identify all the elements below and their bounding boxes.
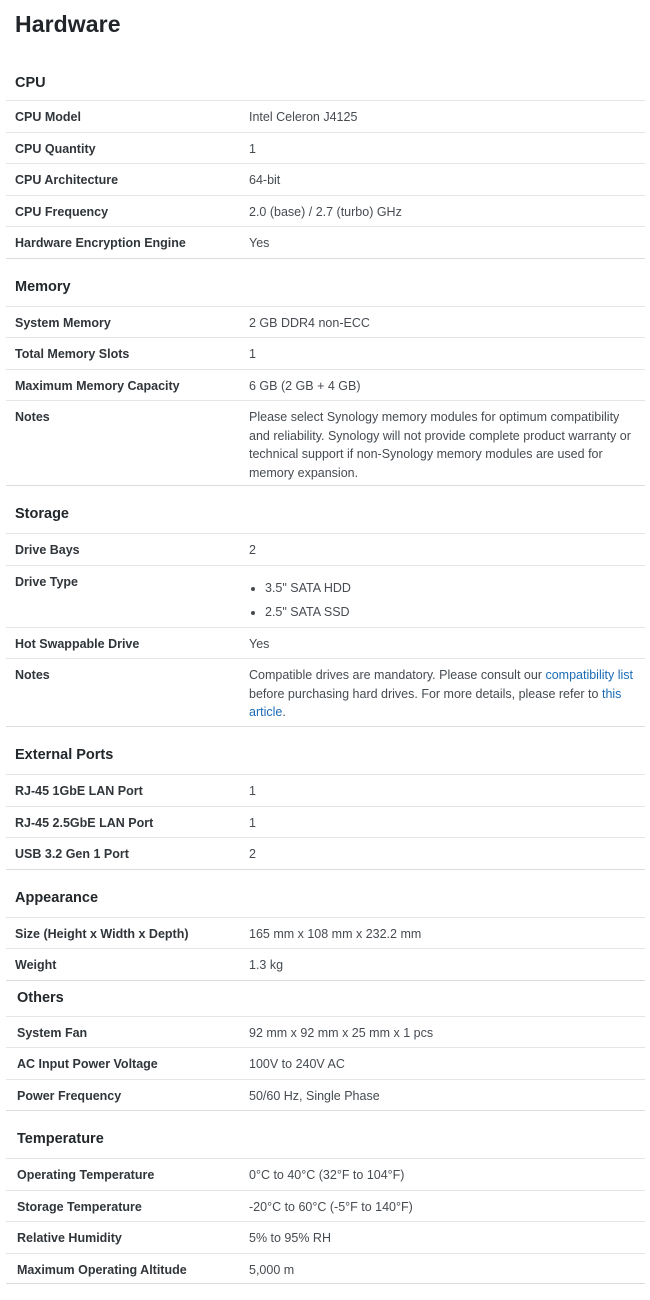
spec-row-system-fan (6, 1016, 645, 1048)
spec-value: 165 mm x 108 mm x 232.2 mm (249, 926, 422, 941)
spec-key: System Fan (17, 1025, 88, 1040)
spec-row-total-memory-slots (6, 337, 645, 369)
spec-value: 1 (249, 784, 256, 798)
spec-key: Notes (15, 410, 50, 424)
spec-value: 92 mm x 92 mm x 25 mm x 1 pcs (249, 1025, 434, 1040)
spec-key: Power Frequency (17, 1088, 122, 1103)
spec-value: 2 GB DDR4 non-ECC (249, 315, 370, 330)
spec-value: 64-bit (249, 173, 281, 187)
spec-key: CPU Model (15, 110, 81, 124)
spec-value: Yes (249, 236, 270, 250)
spec-value: 0°C to 40°C (32°F to 104°F) (249, 1168, 405, 1182)
spec-row-usb-port (6, 837, 645, 869)
spec-value (249, 566, 645, 627)
spec-row-memory-notes (6, 400, 645, 485)
spec-key: AC Input Power Voltage (17, 1057, 158, 1071)
spec-row-ac-voltage (6, 1047, 645, 1079)
spec-key: Maximum Memory Capacity (15, 378, 180, 393)
spec-key: Hardware Encryption Engine (15, 236, 186, 250)
spec-value: 1 (249, 347, 256, 361)
spec-row-max-altitude (6, 1253, 645, 1285)
spec-row-relative-humidity (6, 1221, 645, 1253)
spec-key: Size (Height x Width x Depth) (15, 926, 189, 941)
spec-key: CPU Architecture (15, 173, 119, 187)
spec-key: Maximum Operating Altitude (17, 1262, 187, 1277)
spec-row-drive-type (6, 565, 645, 627)
spec-row-cpu-quantity (6, 132, 645, 164)
spec-row-drive-bays (6, 533, 645, 565)
spec-row-weight (6, 948, 645, 980)
spec-key: CPU Quantity (15, 141, 96, 156)
spec-value: 6 GB (2 GB + 4 GB) (249, 378, 361, 393)
spec-key: Hot Swappable Drive (15, 636, 140, 651)
spec-value (249, 659, 645, 726)
others-spec-table (6, 1016, 645, 1111)
section-heading-memory: Memory (6, 258, 645, 306)
spec-key: Notes (15, 668, 50, 682)
compatibility-list-link[interactable]: compatibility list (545, 668, 633, 682)
spec-value: 50/60 Hz, Single Phase (249, 1088, 380, 1103)
spec-value: 1.3 kg (249, 958, 284, 972)
spec-row-cpu-frequency (6, 195, 645, 227)
section-heading-appearance: Appearance (6, 869, 645, 917)
spec-row-storage-temperature (6, 1190, 645, 1222)
memory-spec-table (6, 306, 645, 486)
section-heading-cpu: CPU (15, 75, 46, 91)
notes-text-middle: before purchasing hard drives. For more details, please refer to (249, 686, 602, 701)
spec-value: Please select Synology memory modules for optimum compatibility and reliability. Synology will not provide complete product warranty or technical support if non-Synology memory modules are used for memory expansion. (249, 410, 631, 480)
section-heading-others: Others (6, 980, 645, 1016)
spec-value: 100V to 240V AC (249, 1057, 345, 1071)
spec-row-power-frequency (6, 1079, 645, 1111)
ports-spec-table (6, 774, 645, 869)
spec-row-hot-swappable (6, 627, 645, 659)
notes-text-after: . (282, 705, 286, 719)
spec-key: RJ-45 1GbE LAN Port (15, 784, 143, 798)
temperature-spec-table (6, 1158, 645, 1284)
spec-key: Storage Temperature (17, 1199, 142, 1214)
spec-row-cpu-architecture (6, 163, 645, 195)
spec-value: 2 (249, 847, 256, 861)
spec-row-storage-notes (6, 658, 645, 726)
spec-row-operating-temperature (6, 1158, 645, 1190)
spec-key: System Memory (15, 315, 111, 330)
spec-key: Operating Temperature (17, 1168, 155, 1182)
spec-key: RJ-45 2.5GbE LAN Port (15, 815, 154, 830)
spec-row-max-memory-capacity (6, 369, 645, 401)
appearance-spec-table (6, 917, 645, 980)
spec-value: 2.0 (base) / 2.7 (turbo) GHz (249, 204, 402, 219)
spec-key: USB 3.2 Gen 1 Port (15, 847, 129, 861)
notes-text-before: Compatible drives are mandatory. Please consult our (249, 668, 546, 682)
section-heading-storage: Storage (6, 485, 645, 533)
list-item: • 3.5" SATA HDD (265, 579, 637, 598)
spec-row-hardware-encryption (6, 226, 645, 258)
spec-value: 2 (249, 543, 256, 557)
spec-row-system-memory (6, 306, 645, 338)
spec-value: 1 (249, 815, 256, 830)
spec-row-25gbe-lan (6, 806, 645, 838)
spec-row-1gbe-lan (6, 774, 645, 806)
page-title: Hardware (15, 11, 121, 37)
spec-key: CPU Frequency (15, 204, 109, 219)
spec-row-size (6, 917, 645, 949)
this-article-link[interactable]: this article (249, 686, 622, 719)
spec-row-cpu-model (6, 100, 645, 132)
spec-value: 1 (249, 141, 256, 156)
spec-value: Intel Celeron J4125 (249, 110, 358, 124)
spec-value: 5,000 m (249, 1262, 295, 1277)
spec-value: 5% to 95% RH (249, 1231, 331, 1245)
spec-key: Total Memory Slots (15, 347, 130, 361)
spec-key: Drive Bays (15, 543, 80, 557)
spec-value: -20°C to 60°C (-5°F to 140°F) (249, 1199, 413, 1214)
storage-spec-table (6, 533, 645, 726)
section-heading-temperature: Temperature (6, 1110, 645, 1158)
spec-key: Drive Type (15, 574, 78, 589)
spec-key: Relative Humidity (17, 1231, 122, 1245)
drive-type-list (249, 579, 637, 622)
spec-value: Yes (249, 636, 270, 651)
section-heading-external-ports: External Ports (6, 726, 645, 774)
list-item: • 2.5" SATA SSD (265, 603, 637, 622)
spec-key: Weight (15, 958, 57, 972)
cpu-spec-table (6, 100, 645, 258)
